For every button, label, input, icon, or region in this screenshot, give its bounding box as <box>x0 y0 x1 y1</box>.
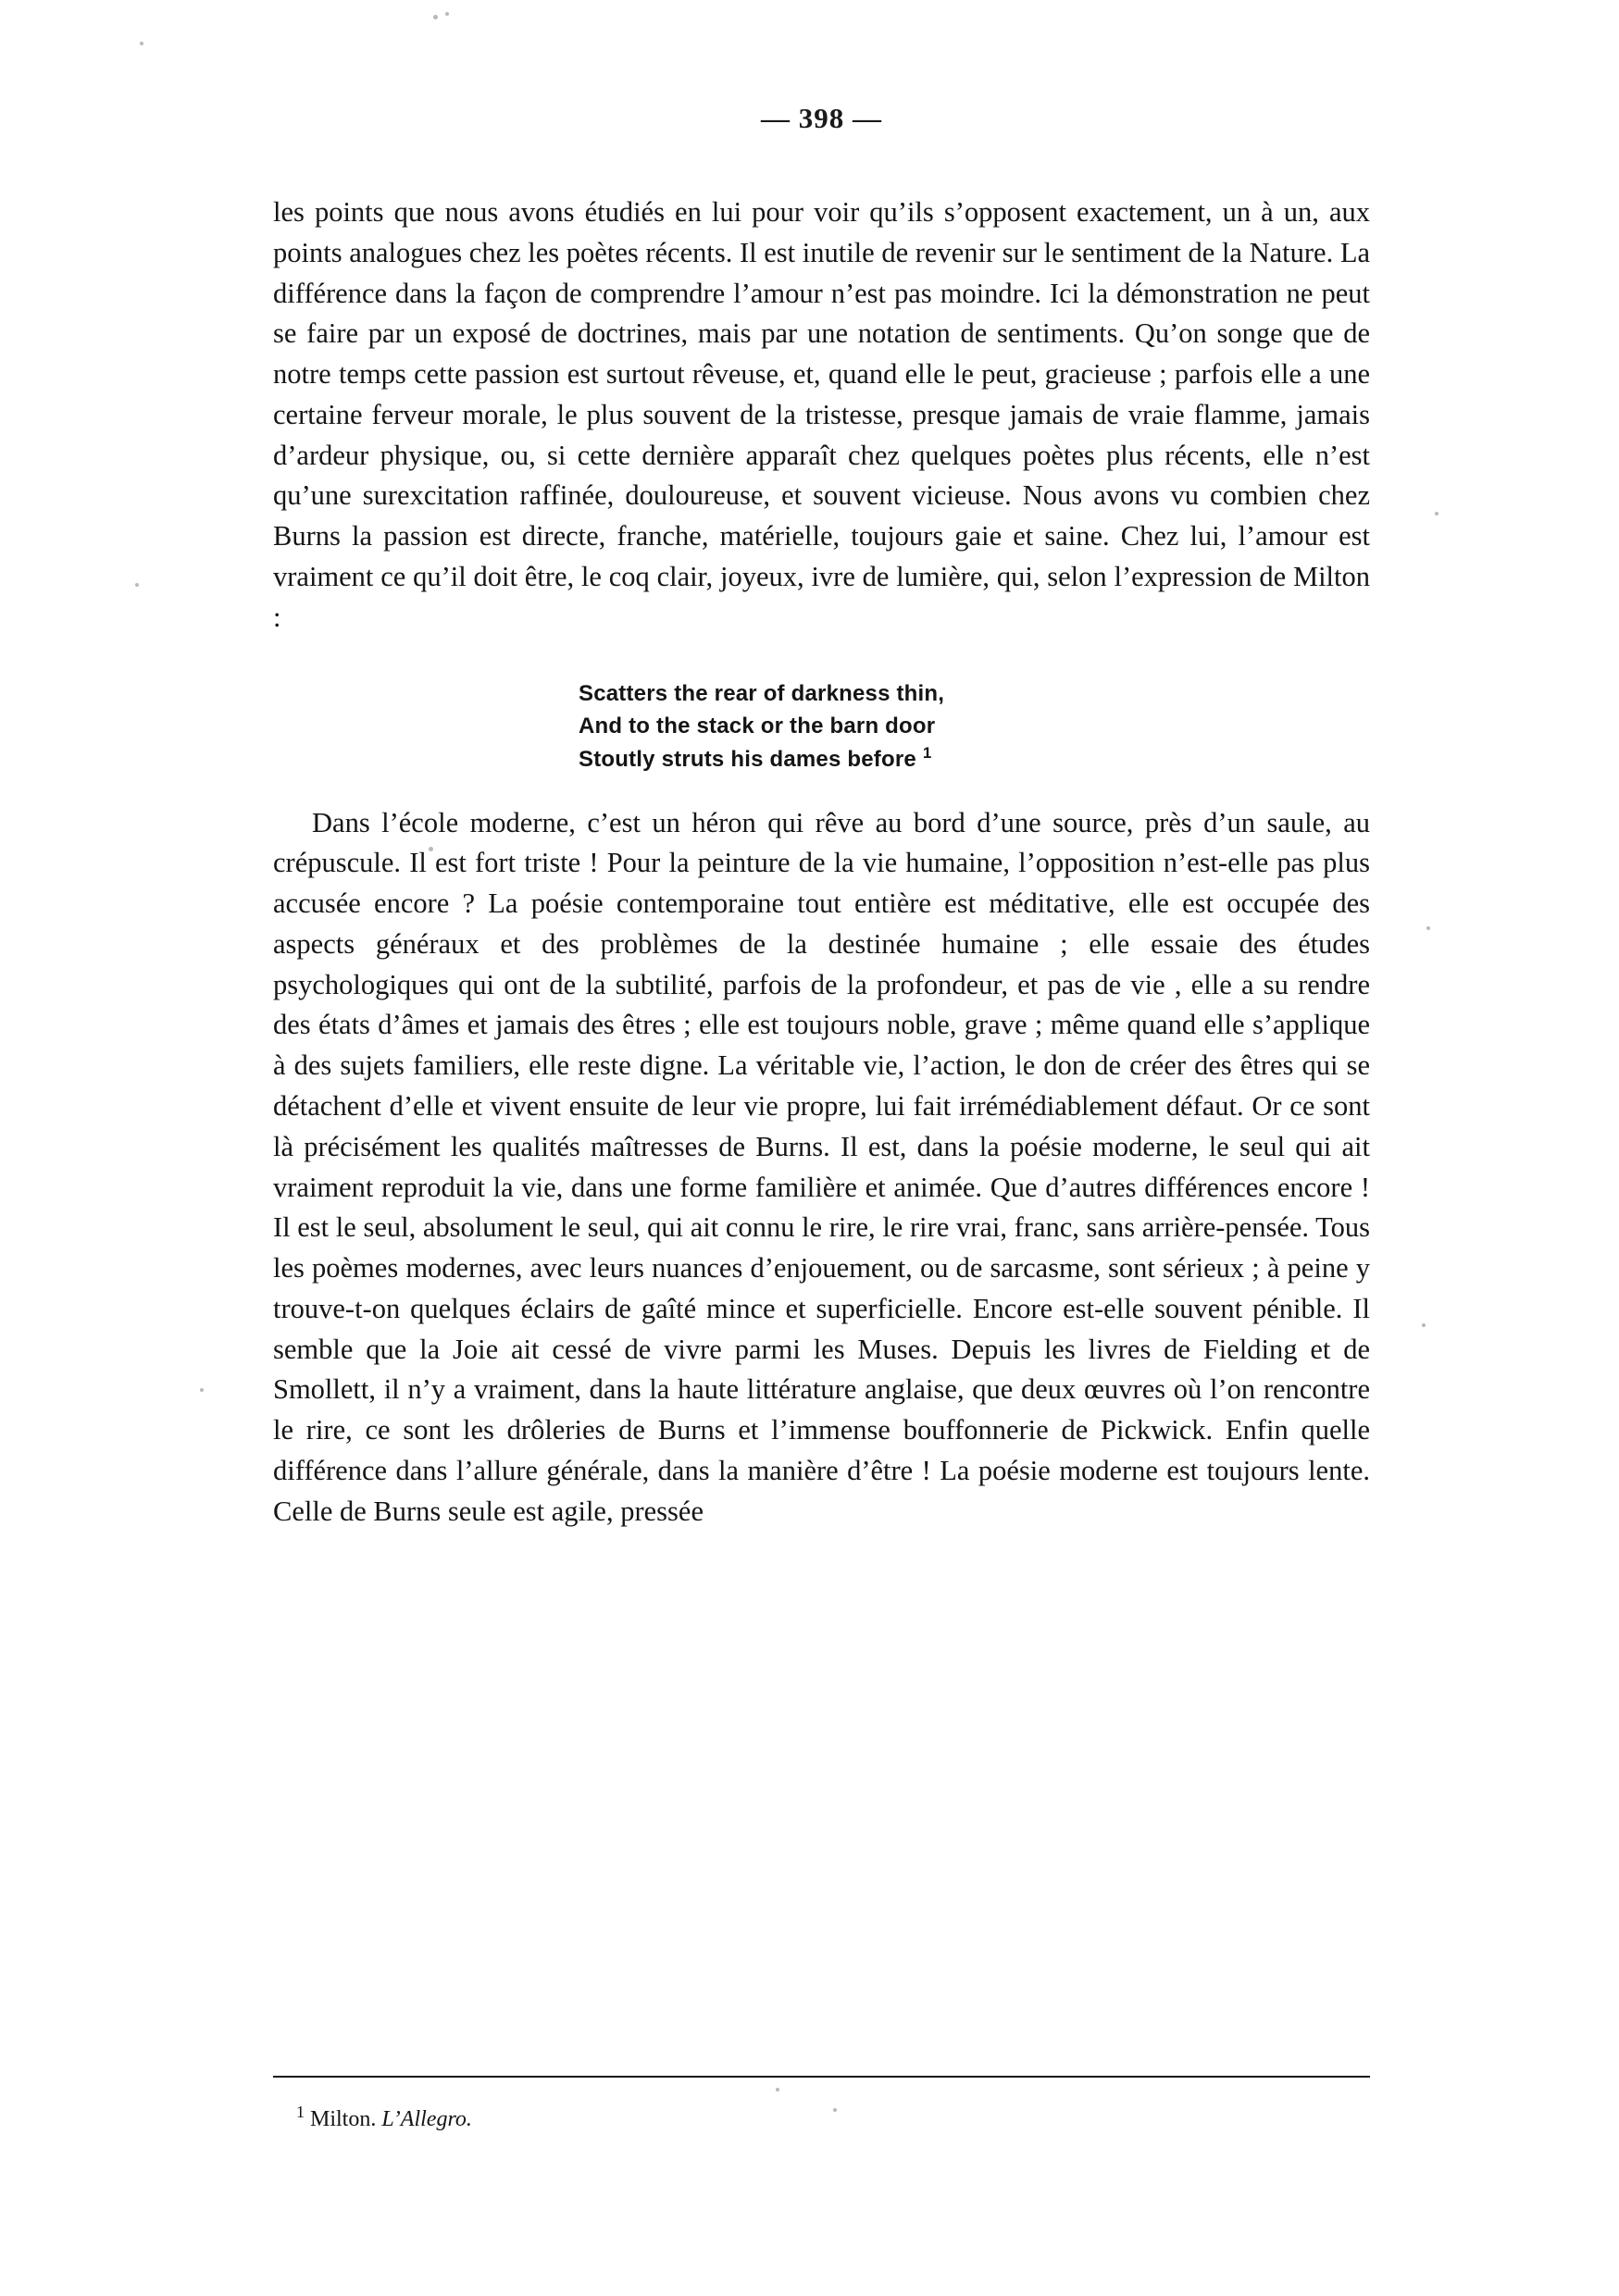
scan-speckle <box>135 583 139 587</box>
scan-speckle <box>1435 512 1438 515</box>
scan-speckle <box>776 2088 779 2091</box>
quoted-verse <box>273 678 1370 775</box>
paragraph-body-1: les points que nous avons étudiés en lui pour voir qu’ils s’opposent exactement, un à un, aux points analogues chez les poètes récents. Il est inutile de revenir sur le sentiment de la Nature. La différence dans la façon de comprendre l’amour n’est pas moindre. Ici la démonstration ne peut se faire par un exposé de doctrines, mais par une notation de sentiments. Qu’on songe que de notre temps cette passion est surtout rêveuse, et, quand elle le peut, gracieuse ; parfois elle a une certaine ferveur morale, le plus souvent de la tristesse, presque jamais de vraie flamme, jamais d’ardeur physique, ou, si cette dernière apparaît chez quelques poètes plus récents, elle n’est qu’une surexcitation raffinée, douloureuse, et souvent vicieuse. Nous avons vu combien chez Burns la passion est directe, franche, matérielle, toujours gaie et saine. Chez lui, l’amour est vraiment ce qu’il doit être, le coq clair, joyeux, ivre de lumière, qui, selon l’expression de Milton : <box>273 196 1370 633</box>
verse-line-1: Scatters the rear of darkness thin, <box>579 681 945 707</box>
page-number: — 398 — <box>761 102 882 134</box>
footnote-marker: 1 <box>296 2103 305 2121</box>
footnote-author: Milton. <box>310 2107 377 2131</box>
footnote-reference-marker[interactable]: 1 <box>922 743 932 762</box>
footnote <box>296 2103 472 2132</box>
page-content <box>273 0 1370 1532</box>
scan-speckle <box>140 42 143 45</box>
scan-speckle <box>200 1388 204 1392</box>
verse-line-2: And to the stack or the barn door <box>579 713 936 738</box>
verse-line-3 <box>579 742 1370 776</box>
footnote-title: L’Allegro. <box>381 2107 472 2131</box>
verse-line-3-text: Stoutly struts his dames before <box>579 746 916 772</box>
paragraph-body-2: Dans l’école moderne, c’est un héron qui rêve au bord d’une source, près d’un saule, au crépuscule. Il est fort triste ! Pour la peinture de la vie humaine, l’opposition n’est-elle pas plus accusée encore ? La poésie contemporaine tout entière est méditative, elle est occupée des aspects généraux et des problèmes de la destinée humaine ; elle essaie des études psychologiques qui ont de la subtilité, parfois de la profondeur, et pas de vie , elle a su rendre des états d’âmes et jamais des êtres ; elle est toujours noble, grave ; même quand elle s’applique à des sujets familiers, elle reste digne. La véritable vie, l’action, le don de créer des êtres qui se détachent d’elle et vivent ensuite de leur vie propre, lui fait irrémédiablement défaut. Or ce sont là précisément les qualités maîtresses de Burns. Il est, dans la poésie moderne, le seul qui ait vraiment reproduit la vie, dans une forme familière et animée. Que d’autres différences encore ! Il est le seul, absolument le seul, qui ait connu le rire, le rire vrai, franc, sans arrière-pensée. Tous les poèmes modernes, avec leurs nuances d’enjouement, ou de sarcasme, sont sérieux ; à peine y trouve-t-on quelques éclairs de gaîté mince et superficielle. Encore est-elle souvent pénible. Il semble que la Joie ait cessé de vivre parmi les Muses. Depuis les livres de Fielding et de Smollett, il n’y a vraiment, dans la haute littérature anglaise, que deux œuvres où l’on rencontre le rire, ce sont les drôleries de Burns et l’immense bouffonnerie de Pickwick. Enfin quelle différence dans l’allure générale, dans la manière d’être ! La poésie moderne est toujours lente. Celle de Burns seule est agile, pressée <box>273 806 1370 1527</box>
scan-speckle <box>833 2108 837 2112</box>
scan-speckle <box>1422 1323 1426 1327</box>
scan-speckle <box>1426 926 1430 930</box>
footnote-divider <box>273 2076 1370 2078</box>
